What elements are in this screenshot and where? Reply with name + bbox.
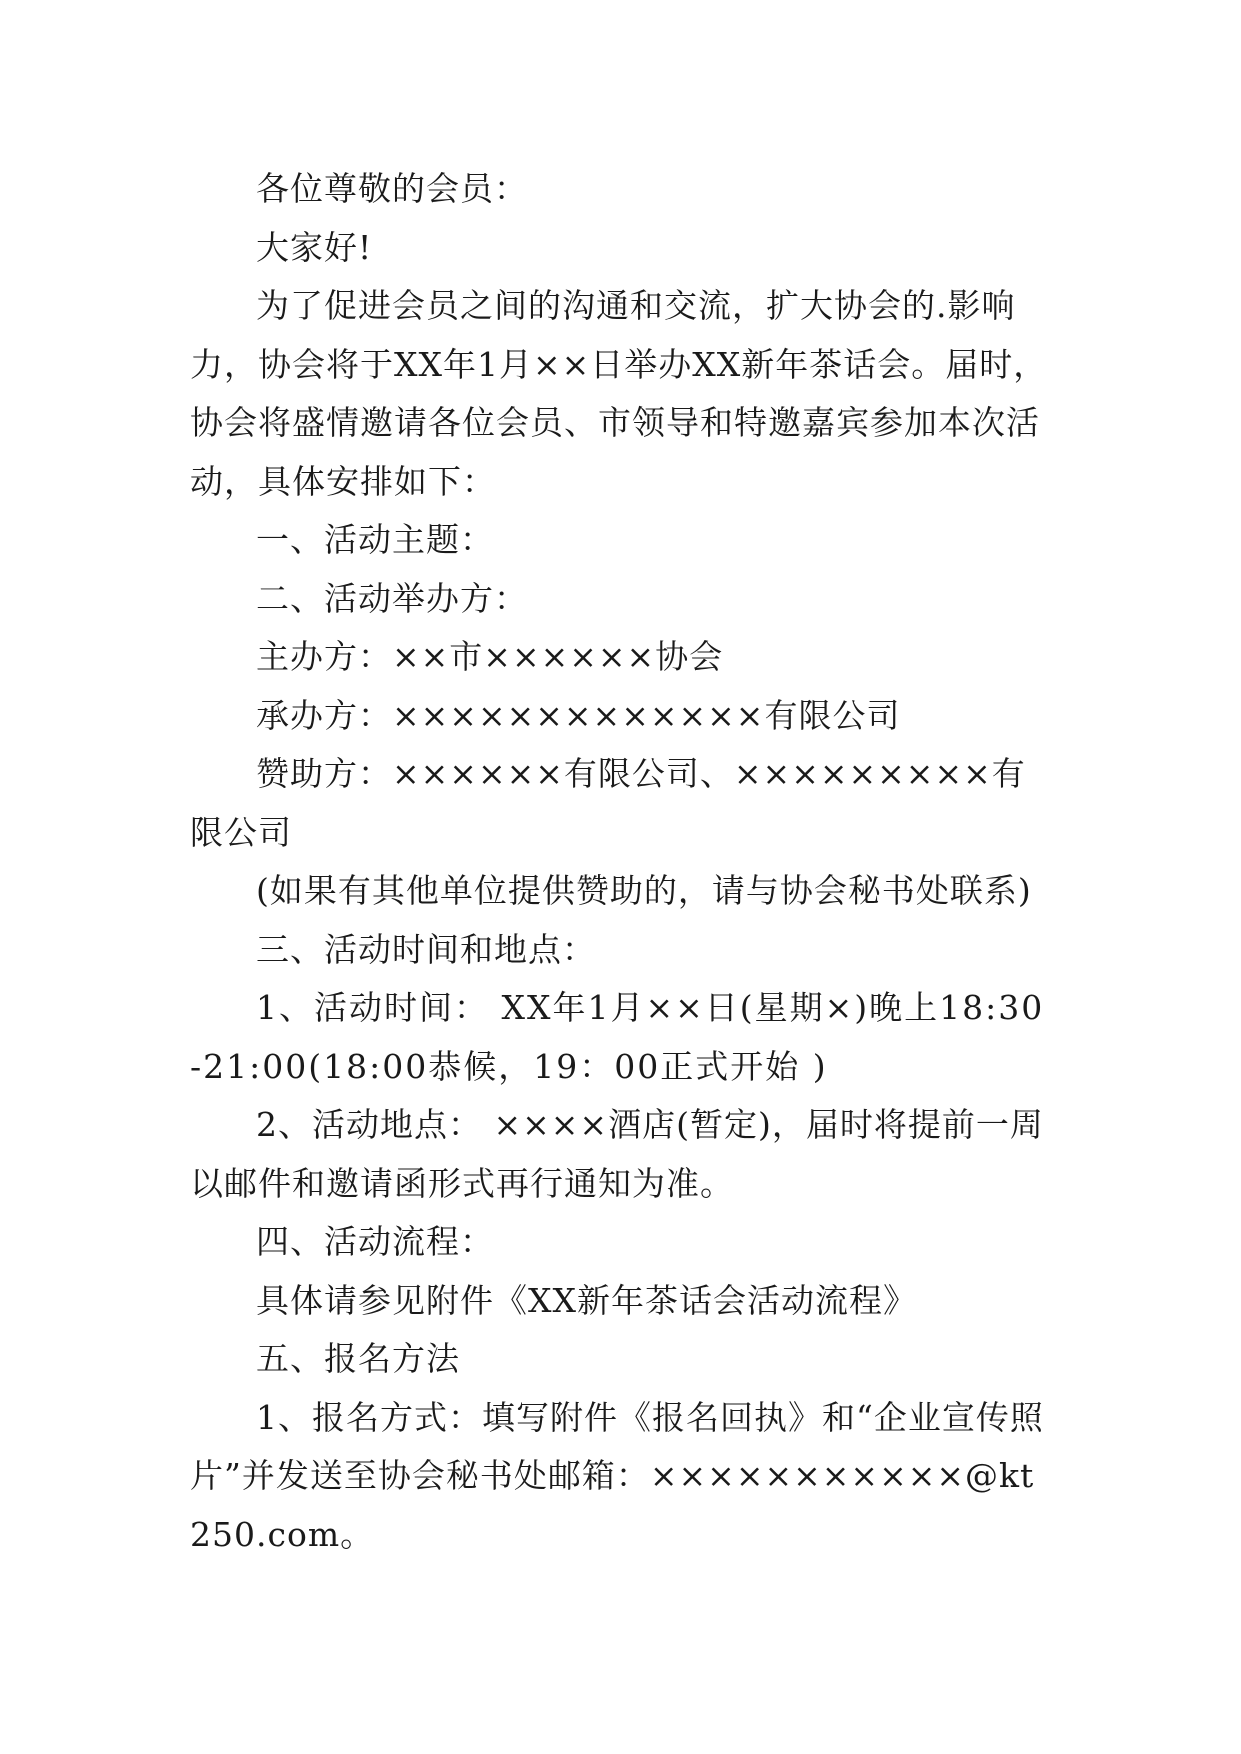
salutation: 各位尊敬的会员： (256, 169, 528, 208)
host-line: 主办方：××市××××××协会 (256, 637, 724, 676)
section-4-heading: 四、活动流程： (256, 1222, 494, 1261)
sponsor-line: 赞助方：××××××有限公司、×××××××××有限公司 (190, 754, 1026, 852)
event-time: 1、活动时间： XX年1月××日(星期×)晚上18:30-21:00(18:00恭候，19：00正式开始 ) (190, 988, 1045, 1086)
greeting: 大家好! (256, 227, 373, 267)
section-3-heading: 三、活动时间和地点： (256, 929, 596, 969)
intro-paragraph: 为了促进会员之间的沟通和交流，扩大协会的.影响力，协会将于XX年1月××日举办XX新年茶话会。届时，协会将盛情邀请各位会员、市领导和特邀嘉宾参加本次活动，具体安排如下： (190, 286, 1048, 501)
organizer-line: 承办方：×××××××××××××有限公司 (256, 695, 901, 735)
section-1-heading: 一、活动主题： (256, 520, 494, 559)
event-venue: 2、活动地点： ××××酒店(暂定)，届时将提前一周以邮件和邀请函形式再行通知为准。 (190, 1105, 1044, 1203)
registration-method: 1、报名方式：填写附件《报名回执》和“企业宣传照片”并发送至协会秘书处邮箱：×××××××××××@kt250.com。 (190, 1397, 1044, 1554)
section-2-heading: 二、活动举办方： (256, 578, 528, 618)
sponsor-note: (如果有其他单位提供赞助的，请与协会秘书处联系) (256, 871, 1032, 910)
document-body (190, 160, 1050, 1564)
process-note: 具体请参见附件《XX新年茶话会活动流程》 (256, 1280, 917, 1320)
section-5-heading: 五、报名方法 (256, 1339, 460, 1378)
